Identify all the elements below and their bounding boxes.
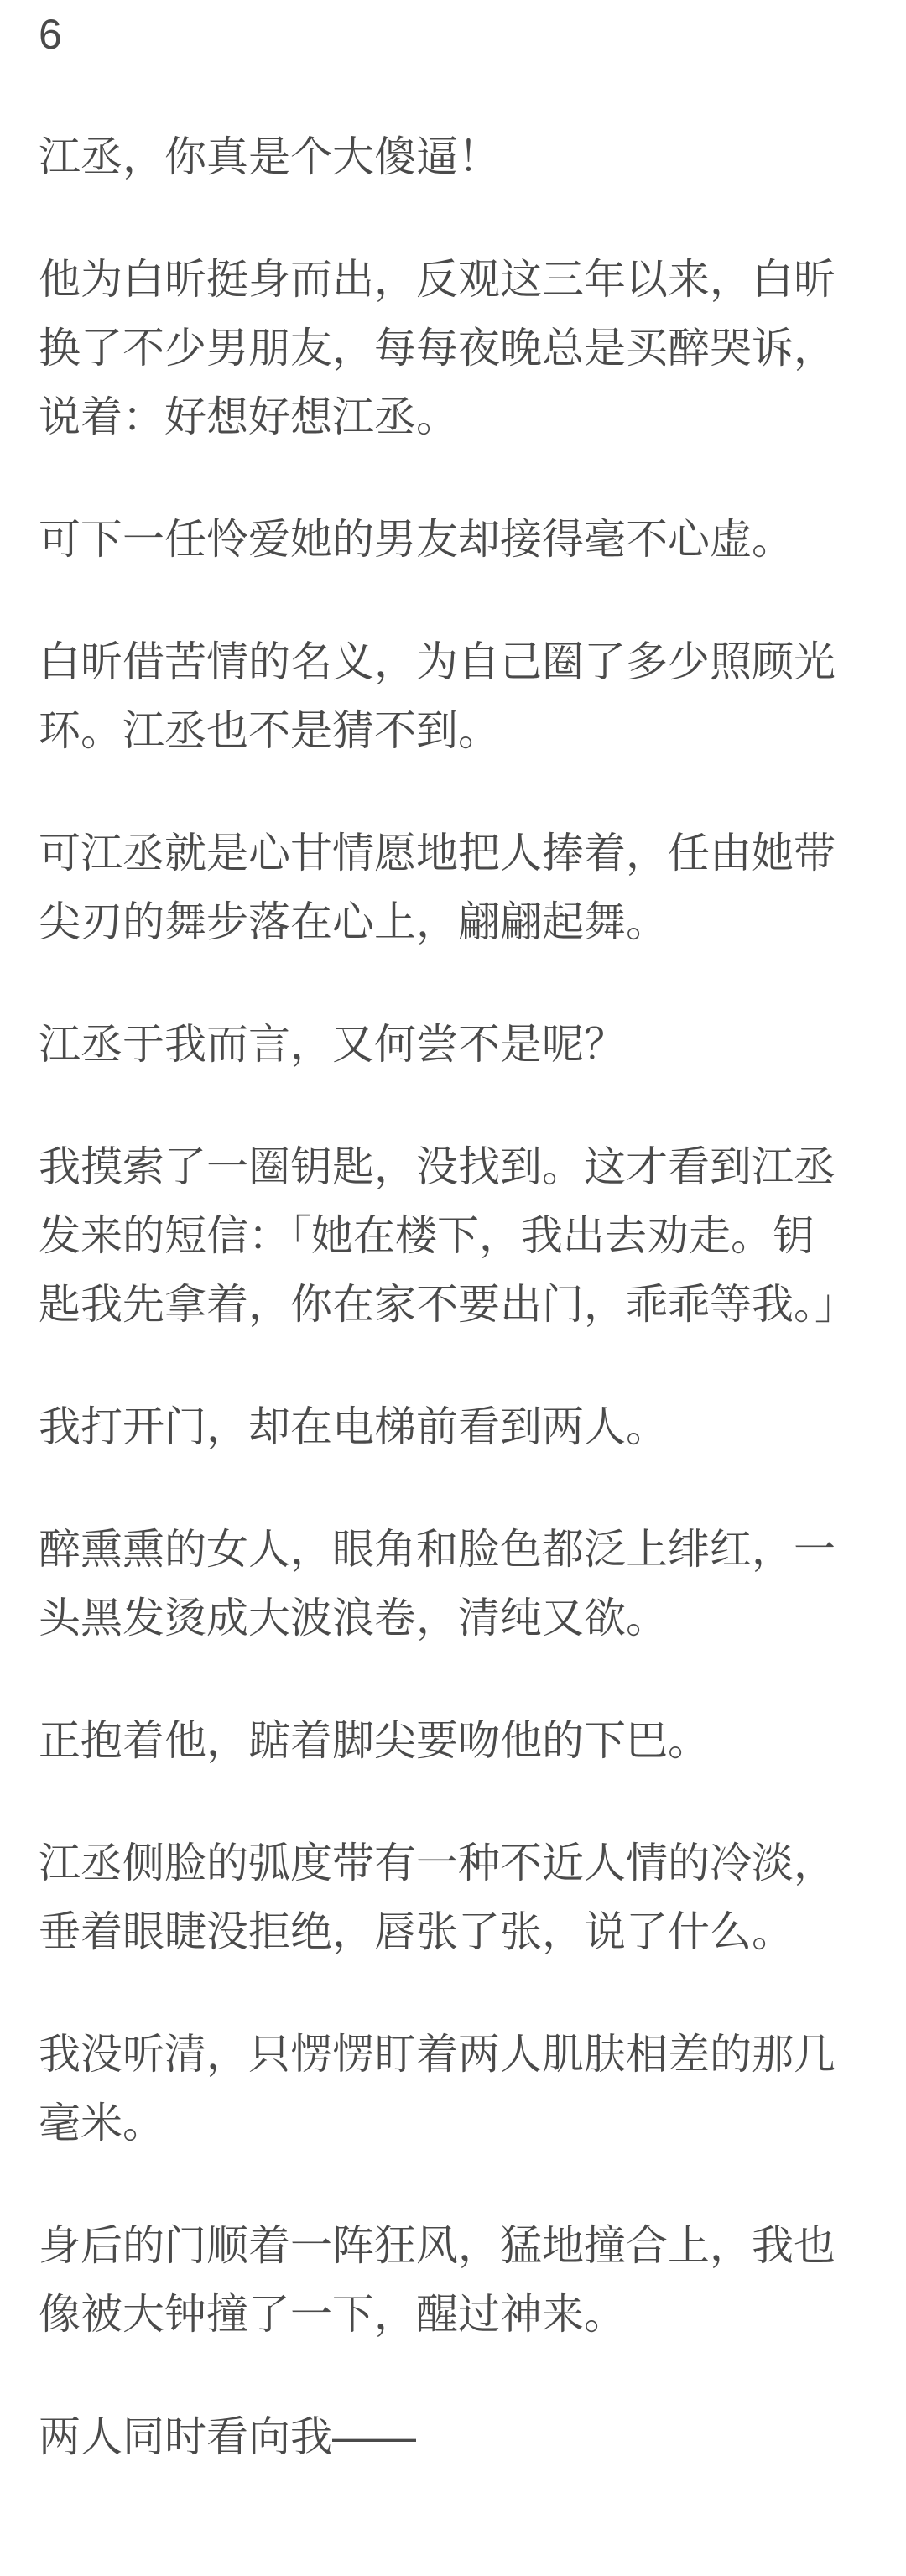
paragraph: 白昕借苦情的名义，为自己圈了多少照顾光环。江丞也不是猜不到。	[39, 638, 836, 754]
chapter-text	[39, 122, 857, 2471]
chapter-number: 6	[39, 11, 62, 58]
paragraph: 江丞，你真是个大傻逼！	[39, 133, 500, 180]
paragraph: 可下一任怜爱她的男友却接得毫不心虚。	[39, 516, 794, 563]
paragraph: 我打开门，却在电梯前看到两人。	[39, 1403, 668, 1450]
paragraph: 我没听清，只愣愣盯着两人肌肤相差的那几毫米。	[39, 2031, 836, 2147]
paragraph: 可江丞就是心甘情愿地把人捧着，任由她带尖刃的舞步落在心上，翩翩起舞。	[39, 830, 836, 945]
paragraph: 身后的门顺着一阵狂风，猛地撞合上，我也像被大钟撞了一下，醒过神来。	[39, 2222, 836, 2338]
paragraph: 醉熏熏的女人，眼角和脸色都泛上绯红，一头黑发烫成大波浪卷，清纯又欲。	[39, 1526, 836, 1642]
paragraph: 江丞于我而言，又何尝不是呢？	[39, 1021, 626, 1068]
paragraph: 两人同时看向我——	[39, 2413, 416, 2460]
paragraph: 正抱着他，踮着脚尖要吻他的下巴。	[39, 1717, 710, 1764]
paragraph: 江丞侧脸的弧度带有一种不近人情的冷淡，垂着眼睫没拒绝，唇张了张，说了什么。	[39, 1840, 836, 1955]
paragraph: 我摸索了一圈钥匙，没找到。这才看到江丞发来的短信：「她在楼下，我出去劝走。钥匙我先拿着，你在家不要出门，乖乖等我。」	[39, 1143, 857, 1328]
paragraph: 他为白昕挺身而出，反观这三年以来，白昕换了不少男朋友，每每夜晚总是买醉哭诉，说着：好想好想江丞。	[39, 256, 836, 440]
